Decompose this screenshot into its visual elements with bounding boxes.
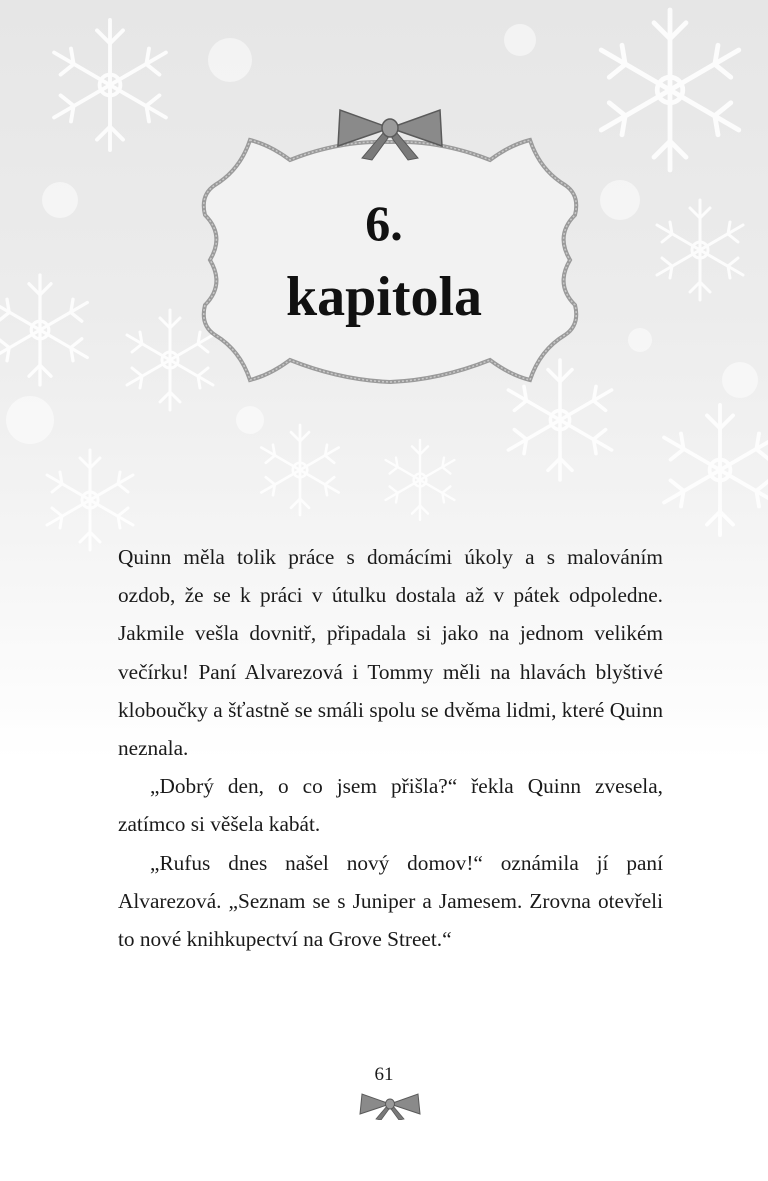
snowflake-icon — [601, 10, 739, 170]
body-text — [118, 538, 663, 958]
paragraph: Quinn měla tolik práce s domácími úkoly a s malováním ozdob, že se k práci v útulku dostala až v pátek odpoledne. Jakmile vešla dovnitř, připadala si jako na jednom velikém večírku! Paní Alvarezová i Tommy měli na hlavách blyštivé kloboučky a šťastně se smáli spolu se dvěma lidmi, které Quinn neznala. — [118, 545, 663, 761]
snowflake-icon — [47, 450, 133, 550]
ribbon-bow-icon — [358, 1088, 422, 1120]
paragraph: „Rufus dnes našel nový domov!“ oznámila jí paní Alvarezová. „Seznam se s Juniper a Jamesem. Zrovna otevřeli to nové knihkupectví na Grove Street.“ — [118, 850, 663, 952]
snowflake-icon — [664, 405, 768, 535]
page-number: 61 — [374, 1064, 394, 1085]
snowflake-icon — [54, 20, 166, 150]
snowflake-icon — [261, 425, 338, 515]
chapter-title: kapitola — [285, 266, 483, 328]
snowflake-icon — [386, 440, 455, 520]
paragraph: „Dobrý den, o co jsem přišla?“ řekla Quinn zvesela, zatímco si věšela kabát. — [118, 774, 663, 837]
chapter-plaque — [190, 100, 590, 420]
chapter-number: 6. — [365, 195, 403, 251]
